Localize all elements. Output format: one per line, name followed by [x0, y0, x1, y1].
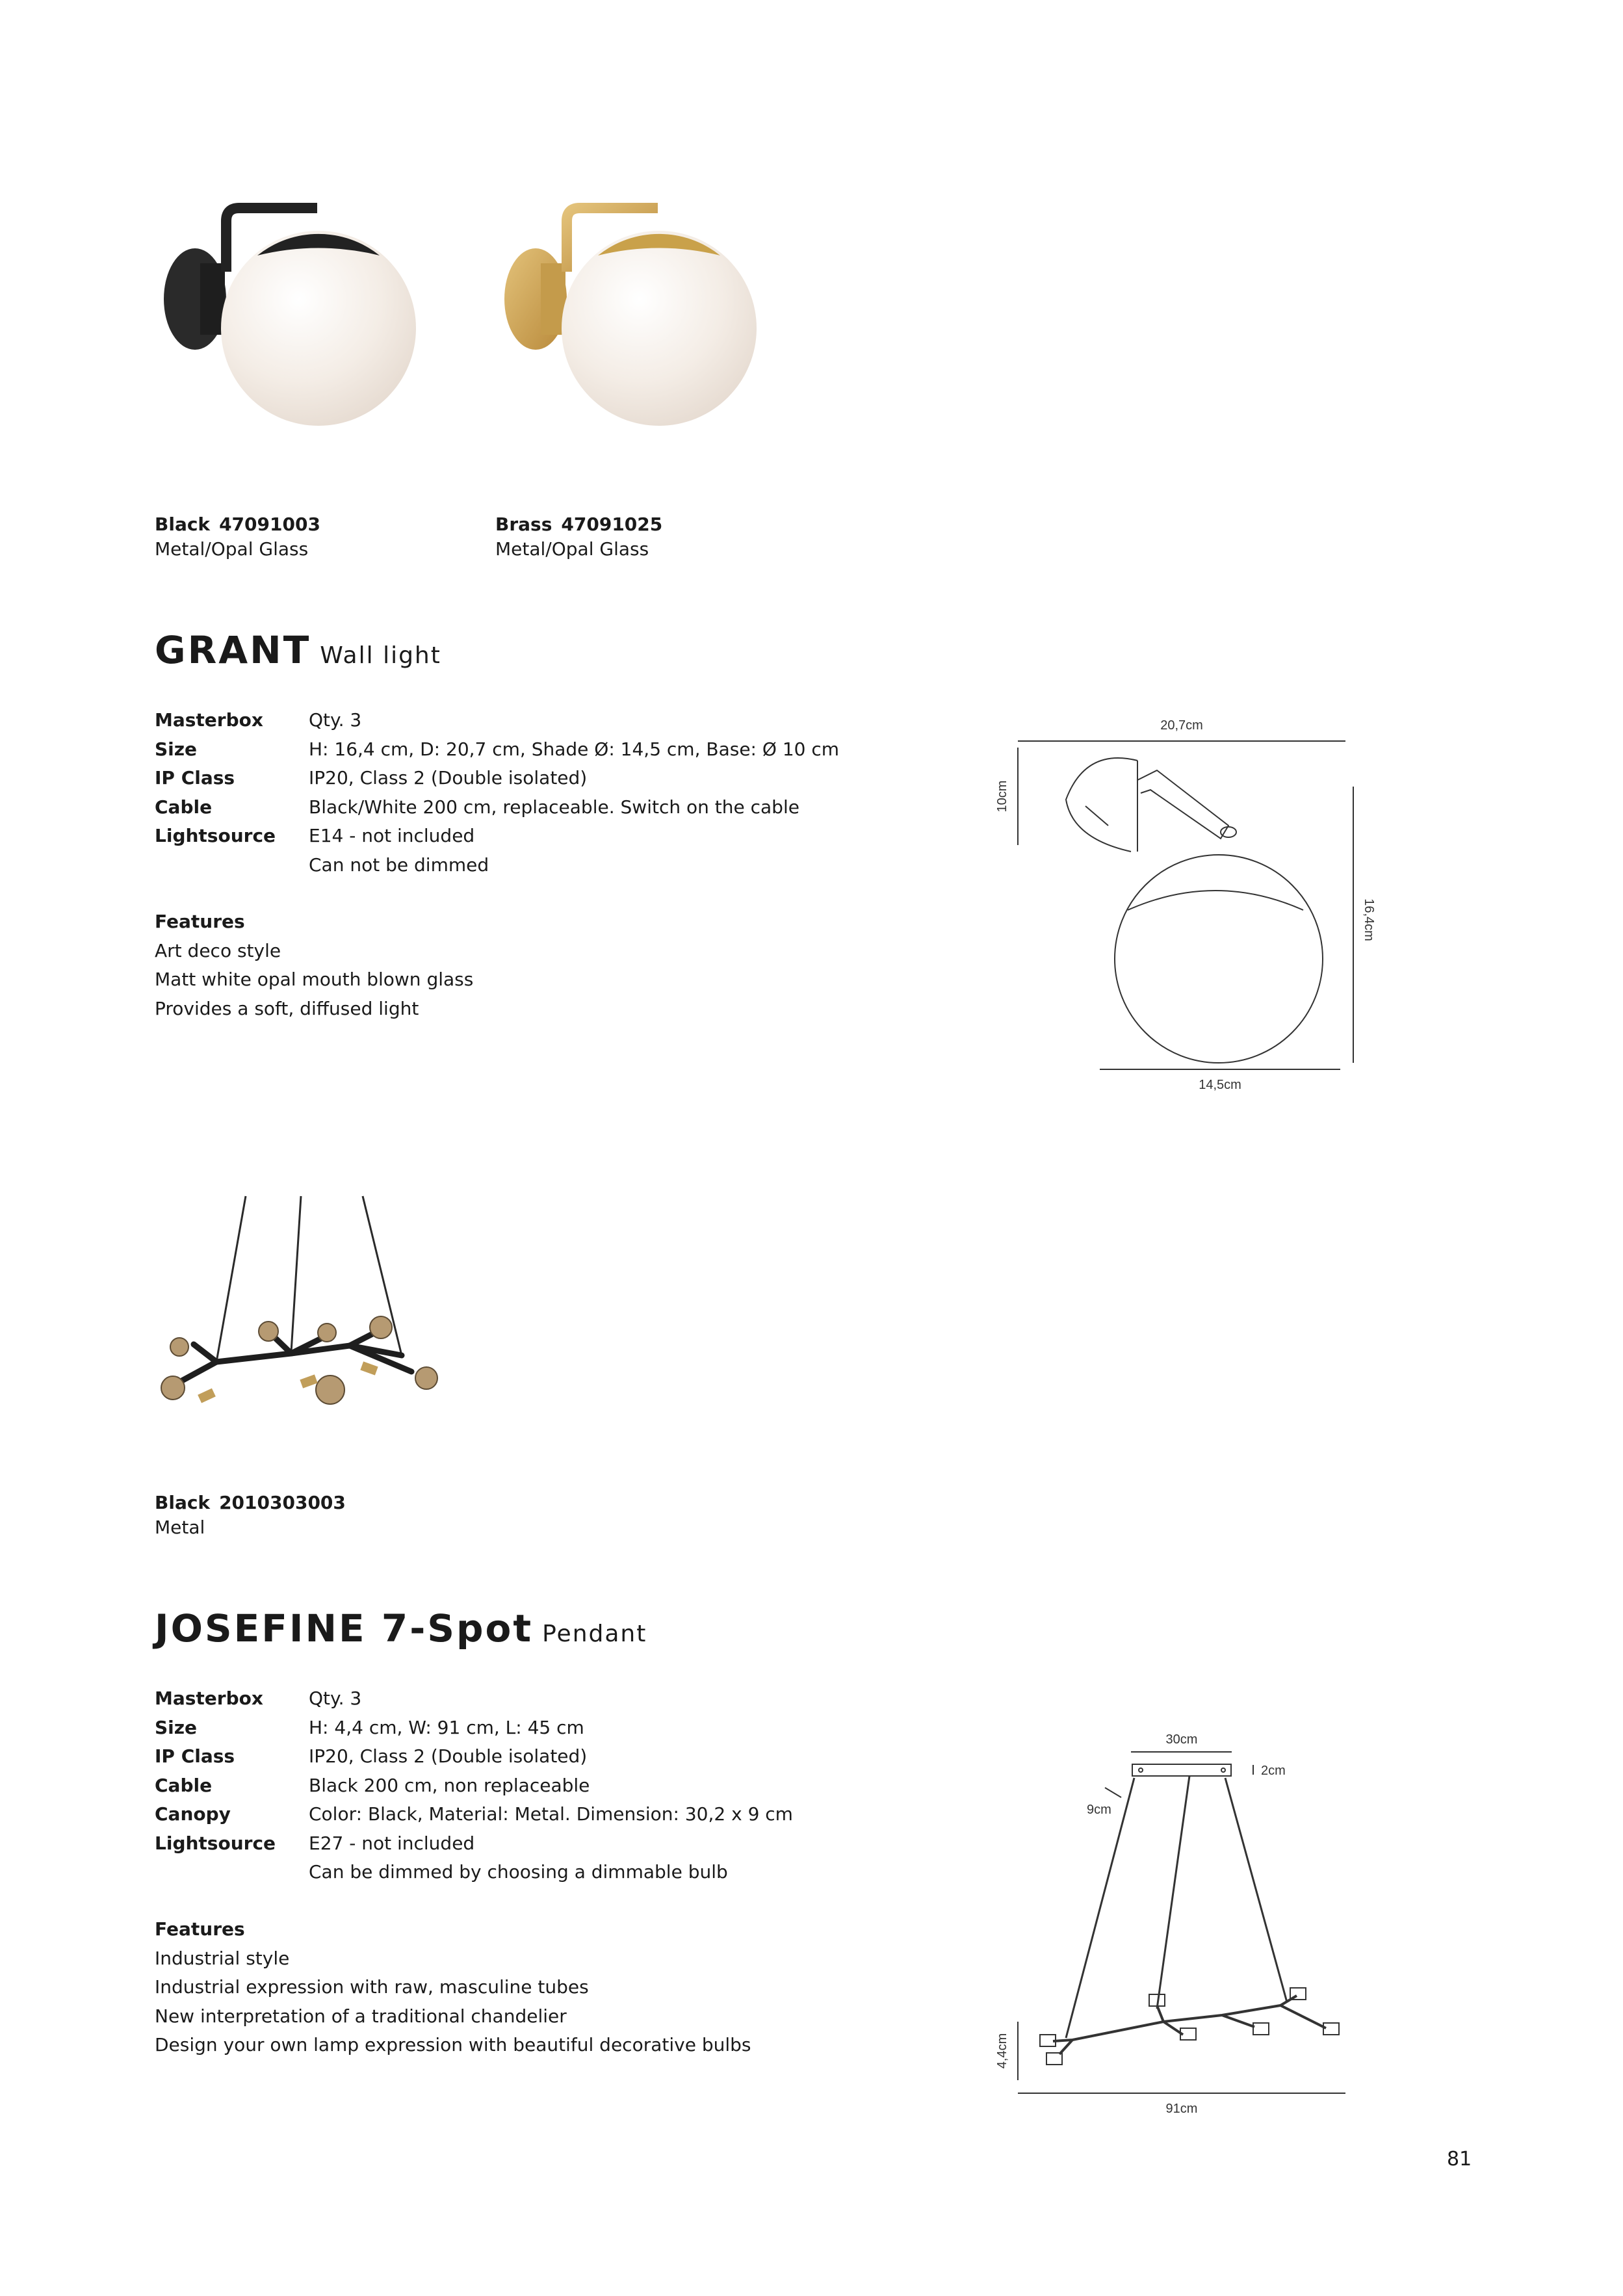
bulb-socket: [1253, 2023, 1269, 2035]
grant-features: [155, 907, 473, 1023]
spec-label: Cable: [155, 796, 213, 818]
spec-value: Black/White 200 cm, replaceable. Switch on the cable: [309, 796, 799, 818]
spec-row: [155, 735, 839, 764]
features-heading: Features: [155, 911, 245, 932]
spec-row: [155, 851, 839, 880]
wall-base-outline: [1066, 758, 1137, 852]
josefine-title: [155, 1606, 647, 1657]
josefine-variant-black: [155, 1491, 355, 1540]
suspension-cable: [1157, 1776, 1189, 2009]
spec-row: [155, 822, 839, 851]
spec-row: [155, 1829, 793, 1859]
canopy-screw: [1139, 1768, 1143, 1772]
frame-branch: [1157, 2005, 1163, 2022]
variant-code: 2010303003: [219, 1492, 346, 1513]
josefine-technical-drawing: [975, 1703, 1391, 2119]
spec-row: [155, 764, 839, 793]
spec-value: H: 16,4 cm, D: 20,7 cm, Shade Ø: 14,5 cm, Base: Ø 10 cm: [309, 738, 840, 760]
dim-height-label: 16,4cm: [1362, 898, 1376, 941]
variant-code: 47091003: [219, 514, 320, 535]
spec-row: [155, 706, 839, 735]
grant-title: [155, 627, 441, 679]
suspension-cable: [1066, 1778, 1134, 2038]
arm-outline: [1137, 770, 1228, 839]
spec-label: Masterbox: [155, 709, 263, 731]
frame-outline: [1053, 2005, 1326, 2041]
variant-color: Black: [155, 514, 211, 535]
josefine-black-photo: [155, 1183, 441, 1469]
spec-row: [155, 1800, 793, 1829]
spec-row: [155, 1858, 793, 1887]
spec-value: Black 200 cm, non replaceable: [309, 1774, 590, 1796]
product-name: JOSEFINE 7-Spot: [155, 1606, 534, 1650]
dim-line-canopy-d: [1105, 1788, 1121, 1797]
josefine-spec-table: [155, 1684, 793, 1887]
product-type: Pendant: [542, 1621, 647, 1647]
feature-item: Provides a soft, diffused light: [155, 997, 419, 1019]
spec-label: Canopy: [155, 1803, 231, 1825]
arm-joint: [1221, 827, 1236, 837]
spec-label: IP Class: [155, 767, 235, 789]
feature-item: Design your own lamp expression with beautiful decorative bulbs: [155, 2034, 751, 2055]
suspension-cable: [1225, 1778, 1287, 2002]
variant-color: Black: [155, 1492, 211, 1513]
dim-base-label: 10cm: [995, 780, 1009, 813]
grant-spec-table: [155, 706, 839, 880]
feature-item: Industrial expression with raw, masculine tubes: [155, 1976, 589, 1998]
dim-canopy-h-label: 2cm: [1261, 1764, 1286, 1778]
spec-value: IP20, Class 2 (Double isolated): [309, 767, 588, 789]
bulb-socket: [1046, 2053, 1062, 2065]
shade-cap-outline: [1128, 891, 1303, 910]
dim-width-label: 91cm: [1165, 2102, 1198, 2116]
frame-branch: [1222, 2015, 1254, 2027]
grant-brass-photo: [495, 195, 781, 481]
variant-code: 47091025: [561, 514, 663, 535]
spec-value: Color: Black, Material: Metal. Dimension: 30,2 x 9 cm: [309, 1803, 793, 1825]
variant-material: Metal/Opal Glass: [495, 538, 649, 560]
spec-label: Cable: [155, 1774, 213, 1796]
spec-label: [155, 851, 309, 880]
spec-value: IP20, Class 2 (Double isolated): [309, 1745, 588, 1767]
page-number: 81: [1447, 2148, 1472, 2171]
feature-item: Industrial style: [155, 1947, 290, 1969]
spec-label: Masterbox: [155, 1688, 263, 1709]
dim-height-label: 4,4cm: [995, 2033, 1009, 2069]
spec-value: E14 - not included: [309, 825, 475, 846]
variant-color: Brass: [495, 514, 552, 535]
frame-branch: [1059, 2040, 1072, 2054]
spec-label: [155, 1858, 309, 1887]
dim-canopy-d-label: 9cm: [1087, 1803, 1111, 1817]
spec-row: [155, 1771, 793, 1801]
product-name: GRANT: [155, 628, 311, 672]
dim-shade-label: 14,5cm: [1199, 1078, 1241, 1092]
feature-item: Art deco style: [155, 939, 281, 961]
bulb-socket: [1323, 2023, 1339, 2035]
grant-black-photo: [155, 195, 441, 481]
switch-outline: [1085, 806, 1108, 826]
variant-material: Metal/Opal Glass: [155, 538, 309, 560]
grant-variant-black: [155, 512, 330, 562]
product-type: Wall light: [320, 642, 441, 669]
spec-label: Lightsource: [155, 825, 276, 846]
canopy-screw: [1221, 1768, 1225, 1772]
spec-value: Can not be dimmed: [309, 854, 489, 876]
shade-outline: [1115, 855, 1323, 1063]
grant-variant-brass: [495, 512, 671, 562]
features-heading: Features: [155, 1918, 245, 1940]
spec-value: E27 - not included: [309, 1832, 475, 1854]
spec-label: IP Class: [155, 1745, 235, 1767]
dim-canopy-label: 30cm: [1165, 1732, 1198, 1747]
spec-value: Can be dimmed by choosing a dimmable bulb: [309, 1861, 728, 1883]
spec-label: Lightsource: [155, 1832, 276, 1854]
feature-item: New interpretation of a traditional chandelier: [155, 2005, 567, 2027]
spec-label: Size: [155, 1716, 198, 1738]
frame-branch: [1280, 1996, 1297, 2005]
spec-row: [155, 1684, 793, 1714]
canopy-outline: [1132, 1764, 1231, 1776]
grant-technical-drawing: [975, 709, 1391, 1125]
dim-width-label: 20,7cm: [1160, 718, 1203, 733]
spec-row: [155, 1714, 793, 1743]
spec-label: Size: [155, 738, 198, 760]
spec-row: [155, 793, 839, 822]
josefine-features: [155, 1915, 751, 2060]
spec-value: Qty. 3: [309, 1688, 362, 1709]
spec-row: [155, 1742, 793, 1771]
feature-item: Matt white opal mouth blown glass: [155, 969, 474, 990]
variant-material: Metal: [155, 1517, 205, 1538]
spec-value: Qty. 3: [309, 709, 362, 731]
spec-value: H: 4,4 cm, W: 91 cm, L: 45 cm: [309, 1716, 584, 1738]
